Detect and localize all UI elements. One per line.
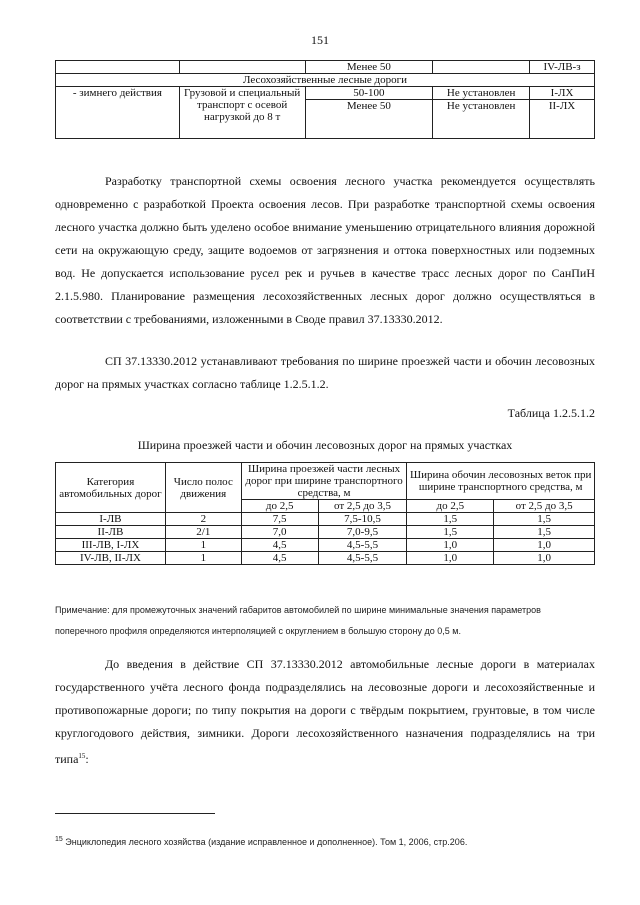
footnote-reference[interactable]: 15 bbox=[78, 752, 86, 760]
road-type-cell: - зимнего действия bbox=[56, 87, 180, 139]
table-cell: 1,5 bbox=[407, 513, 494, 526]
table-cell: 1 bbox=[165, 552, 241, 565]
table-row bbox=[56, 539, 595, 552]
table-cell: 1,5 bbox=[494, 513, 595, 526]
paragraph-transport-scheme: Разработку транспортной схемы освоения лесного участка рекомендуется осуществлять одновременно с разработкой Проекта освоения лесов. При разработке транспортной схемы освоения лесного участка должно быть уделено особое внимание уменьшению отрицательного влияния дорожной сети на окружающую среду, защите водоемов от загрязнения и оттока поверхностных или подземных вод. Не допускается использование русел рек и ручьев в качестве трасс лесных дорог по СанПиН 2.1.5.980. Планирование размещения лесохозяйственных лесных дорог должно осуществляться в соответствии с требованиями, изложенными в Своде правил 37.13330.2012. bbox=[55, 174, 595, 326]
table-cell: 1,5 bbox=[407, 526, 494, 539]
table-cell: 1,5 bbox=[494, 526, 595, 539]
table-cell: 7,5 bbox=[241, 513, 318, 526]
table-cell bbox=[179, 61, 305, 74]
header-roadway-width: Ширина проезжей части лесных дорог при ширине транспортного средства, м bbox=[241, 463, 407, 500]
road-classification-table bbox=[55, 60, 595, 139]
table-note: Примечание: для промежуточных значений габаритов автомобилей по ширине минимальные значения параметров поперечного профиля определяются интерполяцией с округлением в большую сторону до 0,5 м. bbox=[55, 605, 541, 636]
table-row bbox=[56, 552, 595, 565]
table-cell: 4,5-5,5 bbox=[318, 552, 407, 565]
table-cell: 1,0 bbox=[494, 552, 595, 565]
subheader-cell: до 2,5 bbox=[407, 500, 494, 513]
table-cell: I-ЛВ bbox=[56, 513, 166, 526]
table-cell: 2/1 bbox=[165, 526, 241, 539]
intensity-cell: Менее 50 bbox=[305, 100, 433, 139]
table-section-row bbox=[56, 74, 595, 87]
transport-cell: Грузовой и специальный транспорт с осевой нагрузкой до 8 т bbox=[179, 87, 305, 139]
table-cell: 1,0 bbox=[407, 552, 494, 565]
table-title: Ширина проезжей части и обочин лесовозных дорог на прямых участках bbox=[137, 438, 513, 452]
footnote-divider bbox=[55, 813, 215, 814]
table-cell bbox=[433, 61, 530, 74]
table-row bbox=[56, 513, 595, 526]
table-row bbox=[56, 61, 595, 74]
paragraph-road-history: До введения в действие СП 37.13330.2012 автомобильные лесные дороги в материалах государственного учёта лесного фонда подразделялись на лесовозные дороги и лесохозяйственные и противопожарные дороги; по типу покрытия на дороги с твёрдым покрытием, грунтовые, в том числе круглогодового действия, зимники. Дороги лесохозяйственного назначения подразделялись на три типа$^{15}$: bbox=[55, 657, 595, 766]
page-number: 151 bbox=[311, 33, 329, 47]
table-cell: II-ЛВ bbox=[56, 526, 166, 539]
table-cell: 7,0 bbox=[241, 526, 318, 539]
status-cell: Не установлен bbox=[433, 100, 530, 139]
table-cell: 4,5 bbox=[241, 539, 318, 552]
footnote bbox=[55, 836, 467, 847]
category-cell: II-ЛХ bbox=[530, 100, 595, 139]
table-cell: 1,0 bbox=[494, 539, 595, 552]
table-row bbox=[56, 526, 595, 539]
road-width-table bbox=[55, 462, 595, 565]
table-header-row bbox=[56, 463, 595, 500]
header-lanes: Число полос движения bbox=[165, 463, 241, 513]
table-cell: 4,5 bbox=[241, 552, 318, 565]
category-cell: I-ЛХ bbox=[530, 87, 595, 100]
subheader-cell: от 2,5 до 3,5 bbox=[494, 500, 595, 513]
table-cell: 7,0-9,5 bbox=[318, 526, 407, 539]
header-shoulder-width: Ширина обочин лесовозных веток при ширине транспортного средства, м bbox=[407, 463, 595, 500]
table-cell: 1,0 bbox=[407, 539, 494, 552]
intensity-cell: 50-100 bbox=[305, 87, 433, 100]
header-category: Категория автомобильных дорог bbox=[56, 463, 166, 513]
table-cell: 2 bbox=[165, 513, 241, 526]
status-cell: Не установлен bbox=[433, 87, 530, 100]
subheader-cell: до 2,5 bbox=[241, 500, 318, 513]
subheader-cell: от 2,5 до 3,5 bbox=[318, 500, 407, 513]
table-row bbox=[56, 87, 595, 100]
footnote-text: Энциклопедия лесного хозяйства (издание исправленное и дополненное). Том 1, 2006, стр.206. bbox=[62, 837, 468, 847]
table-cell: III-ЛВ, I-ЛХ bbox=[56, 539, 166, 552]
table-cell bbox=[56, 61, 180, 74]
paragraph-sp-requirements: СП 37.13330.2012 устанавливают требования по ширине проезжей части и обочин лесовозных дорог на прямых участках согласно таблице 1.2.5.1.2. bbox=[55, 354, 595, 391]
footnote-number: 15 bbox=[55, 836, 63, 843]
table-caption: Таблица 1.2.5.1.2 bbox=[507, 406, 595, 420]
table-cell: Менее 50 bbox=[305, 61, 433, 74]
table-cell: IV-ЛВ, II-ЛХ bbox=[56, 552, 166, 565]
table-section-title: Лесохозяйственные лесные дороги bbox=[56, 74, 595, 87]
table-cell: 4,5-5,5 bbox=[318, 539, 407, 552]
table-cell: 7,5-10,5 bbox=[318, 513, 407, 526]
table-cell: 1 bbox=[165, 539, 241, 552]
table-cell: IV-ЛВ-з bbox=[530, 61, 595, 74]
